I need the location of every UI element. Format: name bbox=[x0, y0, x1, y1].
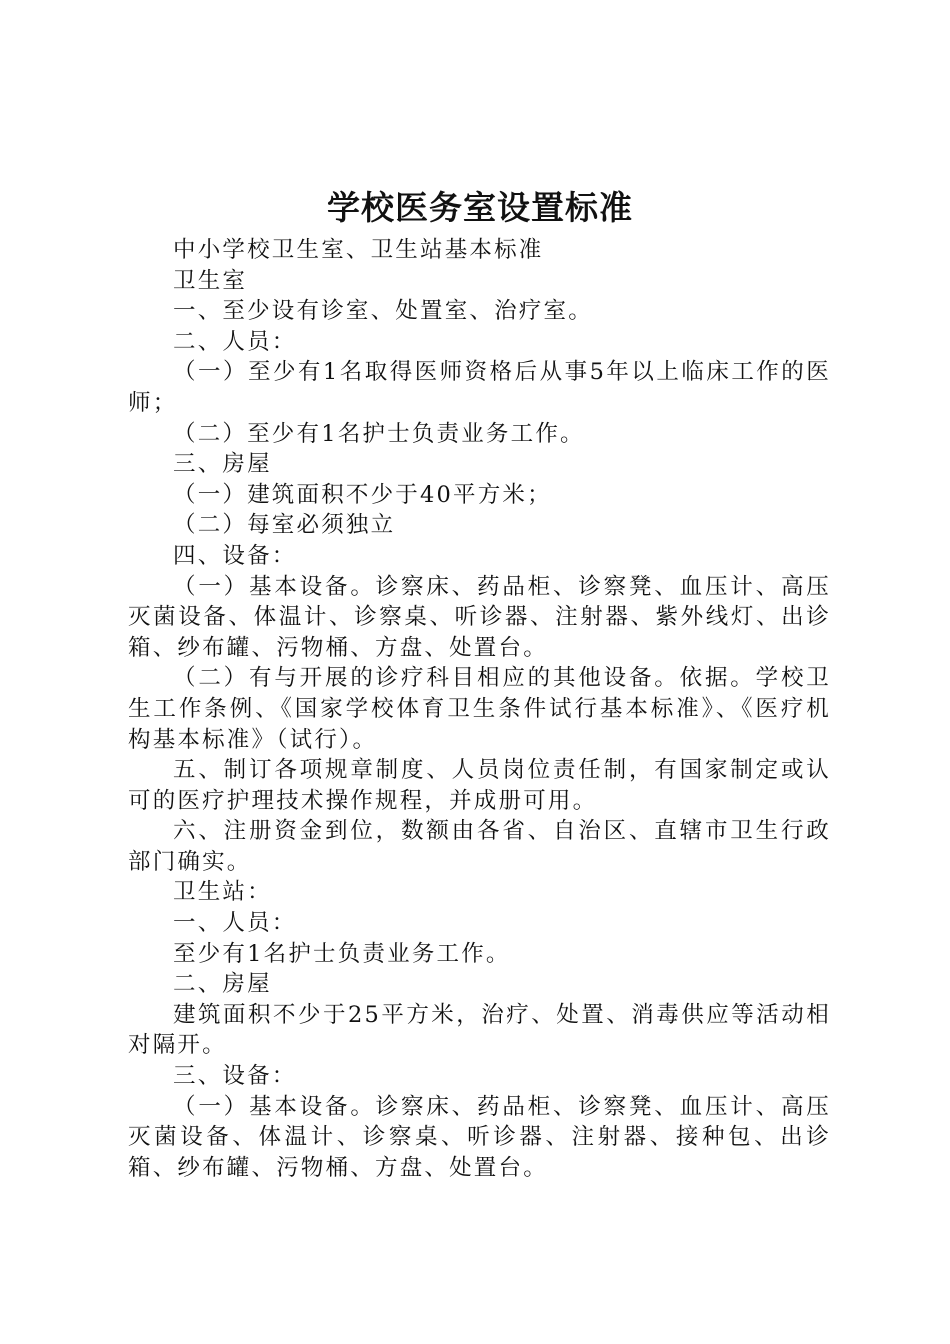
paragraph: （二）至少有1名护士负责业务工作。 bbox=[173, 420, 585, 447]
paragraph: （二）每室必须独立 bbox=[173, 512, 396, 539]
paragraph: （一）基本设备。诊察床、药品柜、诊察凳、血压计、高压灭菌设备、体温计、诊察桌、听诊器、注射器、紫外线灯、出诊箱、纱布罐、污物桶、方盘、处置台。 bbox=[128, 573, 831, 661]
paragraph: 至少有1名护士负责业务工作。 bbox=[173, 940, 511, 967]
paragraph: 中小学校卫生室、卫生站基本标准 bbox=[173, 237, 544, 263]
paragraph: 二、人员： bbox=[173, 328, 297, 355]
paragraph: 六、注册资金到位，数额由各省、自治区、直辖市卫生行政部门确实。 bbox=[128, 818, 831, 875]
paragraph: 三、设备： bbox=[173, 1063, 297, 1090]
paragraph: （一）建筑面积不少于40平方米； bbox=[173, 481, 552, 508]
paragraph: 四、设备： bbox=[173, 542, 297, 569]
paragraph: 一、人员： bbox=[173, 910, 297, 937]
paragraph: （二）有与开展的诊疗科目相应的其他设备。依据。学校卫生工作条例、《国家学校体育卫生条件试行基本标准》、《医疗机构基本标准》（试行）。 bbox=[128, 665, 831, 753]
paragraph: 建筑面积不少于25平方米，治疗、处置、消毒供应等活动相对隔开。 bbox=[128, 1001, 831, 1059]
paragraph: 五、制订各项规章制度、人员岗位责任制，有国家制定或认可的医疗护理技术操作规程，并成册可用。 bbox=[128, 757, 831, 814]
paragraph: 卫生站： bbox=[173, 879, 272, 906]
paragraph: 三、房屋 bbox=[173, 451, 272, 478]
paragraph: 卫生室 bbox=[173, 267, 248, 294]
document-title: 学校医务室设置标准 bbox=[327, 188, 633, 227]
paragraph: 一、至少设有诊室、处置室、治疗室。 bbox=[173, 298, 593, 325]
paragraph: （一）至少有1名取得医师资格后从事5年以上临床工作的医师； bbox=[128, 359, 831, 416]
paragraph: 二、房屋 bbox=[173, 971, 272, 998]
document-body bbox=[128, 235, 831, 1183]
paragraph: （一）基本设备。诊察床、药品柜、诊察凳、血压计、高压灭菌设备、体温计、诊察桌、听诊器、注射器、接种包、出诊箱、纱布罐、污物桶、方盘、处置台。 bbox=[128, 1093, 831, 1181]
